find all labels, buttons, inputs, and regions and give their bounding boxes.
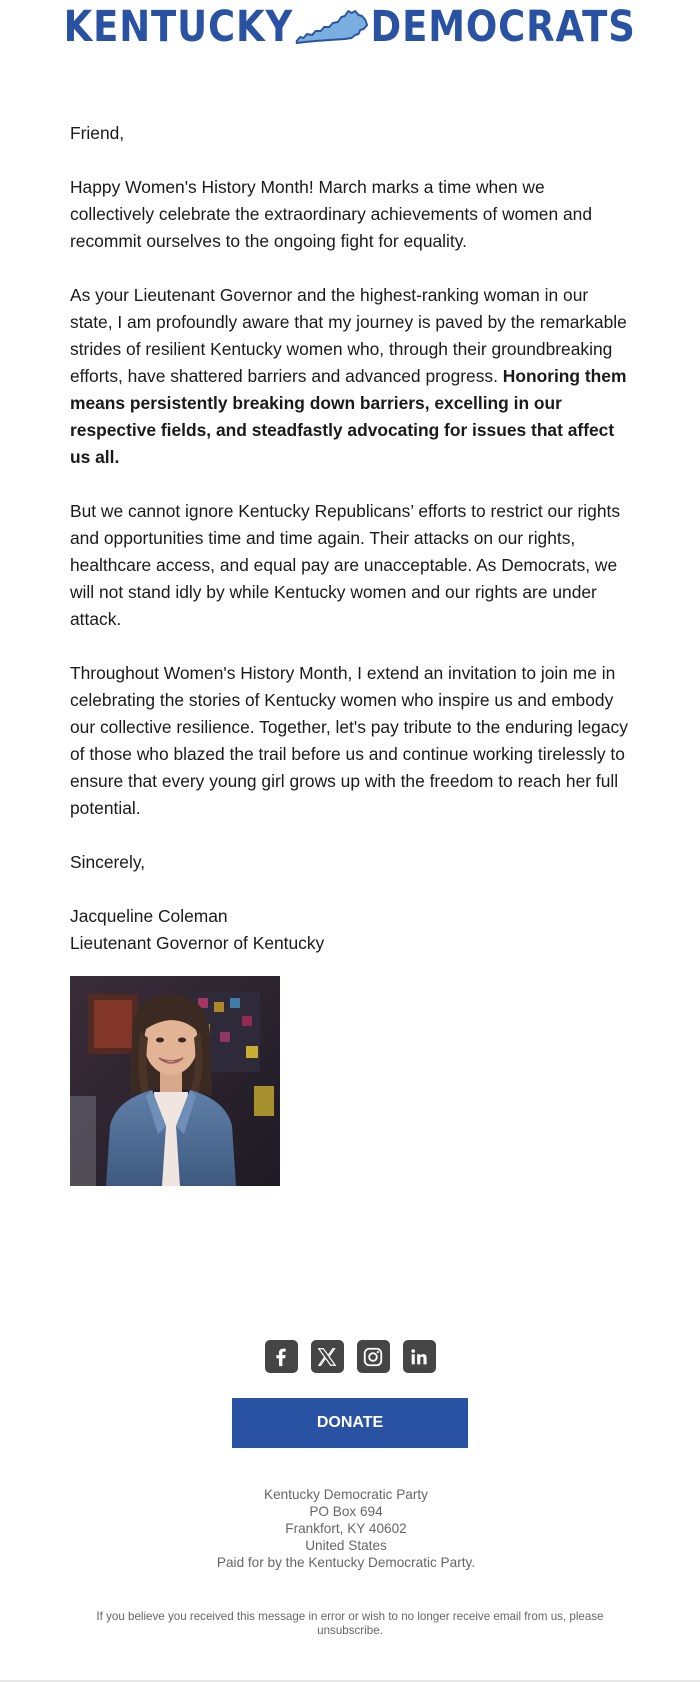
- paragraph-2-bold: Honoring them means persistently breaking down barriers, excelling in our respective fields, and steadfastly advocating for issues that affect us all.: [70, 366, 627, 467]
- letter-body: [70, 120, 630, 957]
- greeting: Friend,: [70, 123, 125, 143]
- portrait-image: [70, 976, 280, 1186]
- facebook-link[interactable]: [265, 1340, 298, 1373]
- donate-button[interactable]: DONATE: [232, 1398, 468, 1448]
- footer-org: Kentucky Democratic Party: [264, 1487, 428, 1502]
- x-link[interactable]: [311, 1340, 344, 1373]
- kentucky-state-icon: [295, 7, 369, 47]
- social-links: [0, 1340, 700, 1373]
- paragraph-3: But we cannot ignore Kentucky Republicans’ efforts to restrict our rights and opportunities time and time again. Their attacks on our rights, healthcare access, and equal pay are unacceptable. As Democrats, we will not stand idly by while Kentucky women and our rights are under attack.: [70, 501, 621, 629]
- paragraph-4: Throughout Women's History Month, I extend an invitation to join me in celebrating the stories of Kentucky women who inspire us and embody our collective resilience. Together, let's pay tribute to the enduring legacy of those who blazed the trail before us and continue working tirelessly to ensure that every young girl grows up with the freedom to reach her full potential.: [70, 663, 628, 818]
- instagram-link[interactable]: [357, 1340, 390, 1373]
- closing: Sincerely,: [70, 852, 146, 872]
- footer-city: Frankfort, KY 40602: [285, 1521, 407, 1536]
- x-icon: [316, 1346, 338, 1368]
- logo-text-kentucky: KENTUCKY: [63, 2, 294, 52]
- footer-country: United States: [305, 1538, 387, 1553]
- signer-name: Jacqueline Coleman: [70, 906, 228, 926]
- paragraph-2: [70, 282, 630, 471]
- linkedin-link[interactable]: [403, 1340, 436, 1373]
- logo-text-democrats: DEMOCRATS: [370, 2, 637, 52]
- unsubscribe-end: .: [379, 1624, 383, 1637]
- paragraph-1: Happy Women's History Month! March marks a time when we collectively celebrate the extraordinary achievements of women and recommit ourselves to the ongoing fight for equality.: [70, 177, 592, 251]
- facebook-icon: [270, 1346, 292, 1368]
- signer-photo: [70, 976, 280, 1186]
- unsubscribe-text: If you believe you received this message in error or wish to no longer receive email from us, please: [96, 1610, 604, 1623]
- kentucky-democrats-logo[interactable]: [64, 4, 636, 50]
- unsubscribe-link[interactable]: unsubscribe: [317, 1624, 380, 1637]
- footer-address: [0, 1486, 692, 1571]
- email-header: [0, 0, 700, 56]
- paragraph-2-text: As your Lieutenant Governor and the highest-ranking woman in our state, I am profoundly aware that my journey is paved by the remarkable strides of resilient Kentucky women who, through their groundbreaking efforts, have shattered barriers and advanced progress.: [70, 285, 627, 386]
- signer-title: Lieutenant Governor of Kentucky: [70, 933, 325, 953]
- footer-paid-for: Paid for by the Kentucky Democratic Party.: [216, 1555, 476, 1570]
- unsubscribe-notice: [80, 1610, 620, 1638]
- linkedin-icon: [408, 1346, 430, 1368]
- footer-po-box: PO Box 694: [309, 1504, 383, 1519]
- instagram-icon: [362, 1346, 384, 1368]
